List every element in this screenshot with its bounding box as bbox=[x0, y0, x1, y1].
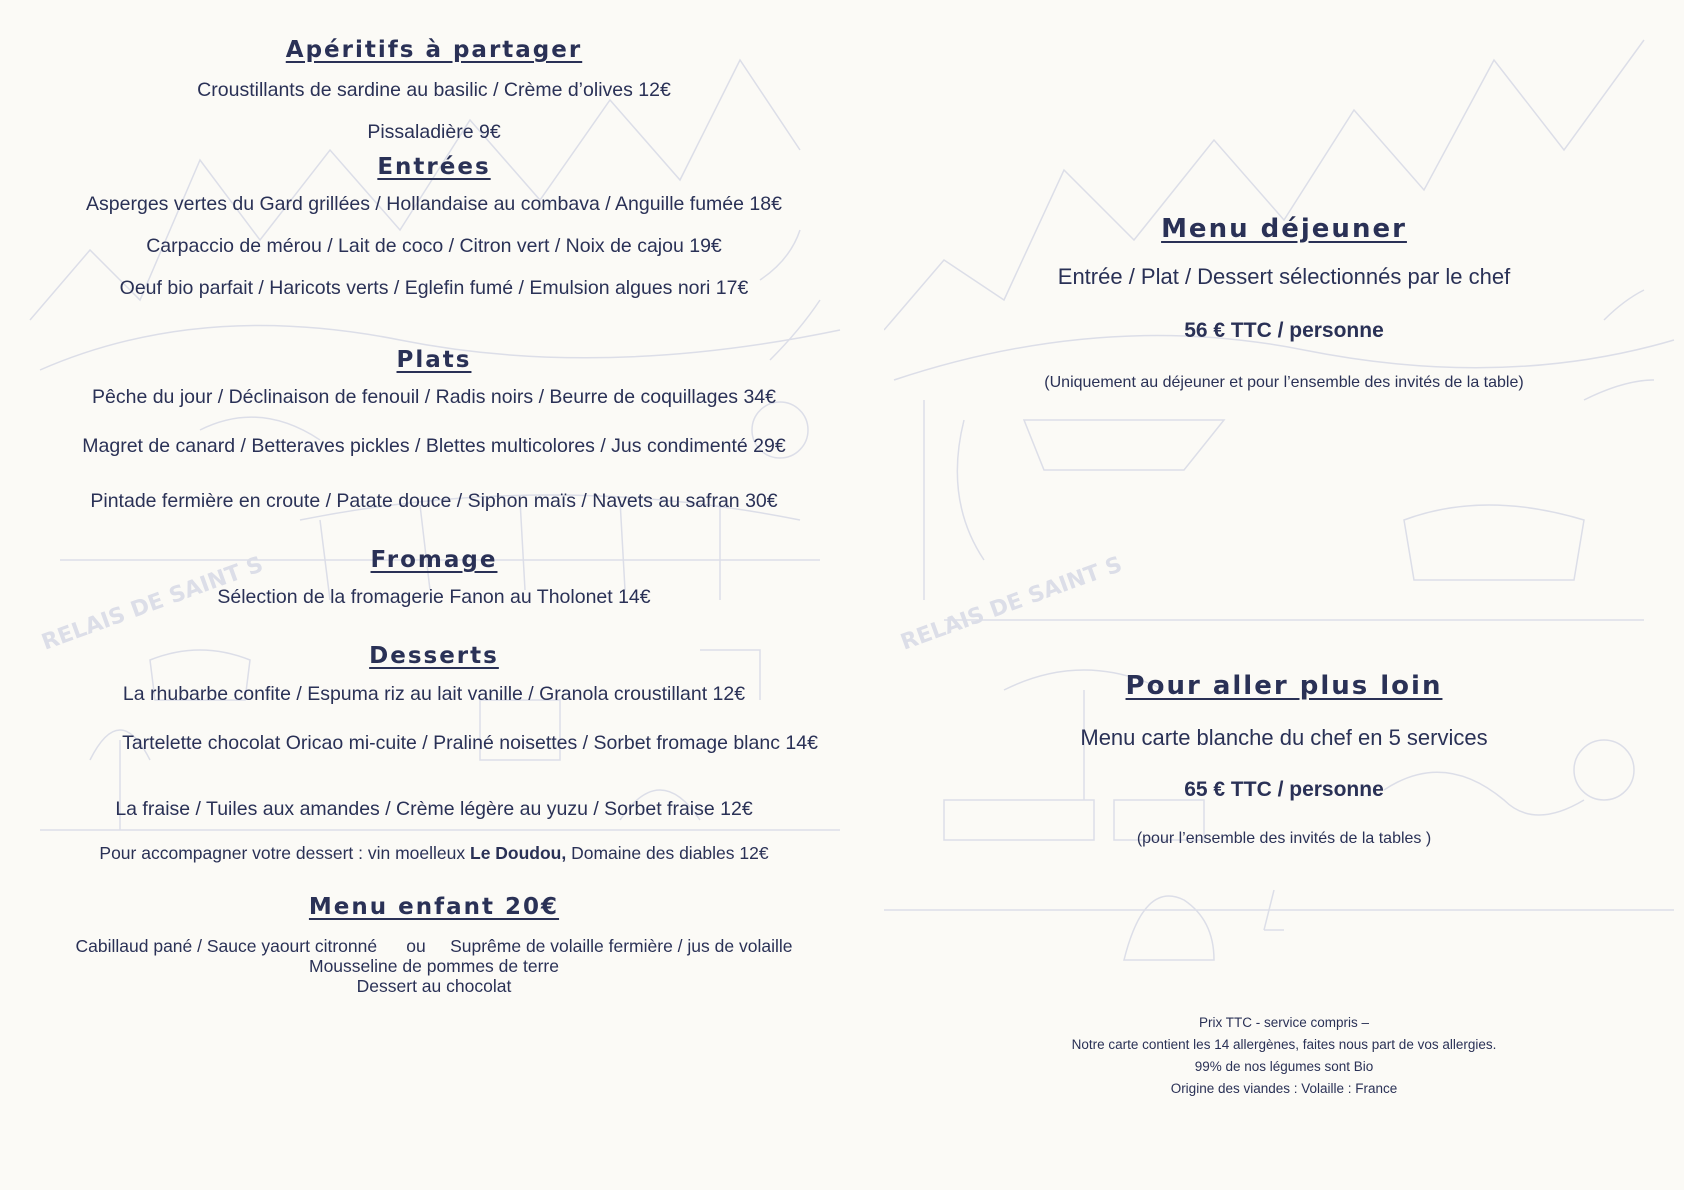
sign-watermark-left: RELAIS DE SAINT S bbox=[38, 552, 267, 656]
sign-watermark-right: RELAIS DE SAINT S bbox=[897, 552, 1126, 656]
plat-item: Pêche du jour / Déclinaison de fenouil / Radis noirs / Beurre de coquillages 34€ bbox=[92, 386, 776, 408]
plat-item: Pintade fermière en croute / Patate douce / Siphon maïs / Navets au safran 30€ bbox=[90, 490, 778, 512]
entree-item: Carpaccio de mérou / Lait de coco / Citron vert / Noix de cajou 19€ bbox=[146, 235, 722, 257]
dessert-item: La rhubarbe confite / Espuma riz au lait vanille / Granola croustillant 12€ bbox=[122, 683, 746, 705]
footer-line: Origine des viandes : Volaille : France bbox=[1170, 1081, 1398, 1096]
menu-dejeuner-note: (Uniquement au déjeuner et pour l’ensemble des invités de la table) bbox=[1044, 374, 1524, 391]
menu-dejeuner-price: 56 € TTC / personne bbox=[1184, 319, 1384, 342]
menu-enfant-option: Suprême de volaille fermière / jus de volaille bbox=[450, 936, 793, 956]
entrees-heading: Entrées bbox=[377, 154, 491, 180]
dessert-item: La fraise / Tuiles aux amandes / Crème légère au yuzu / Sorbet fraise 12€ bbox=[115, 798, 753, 820]
entree-item: Oeuf bio parfait / Haricots verts / Eglefin fumé / Emulsion algues nori 17€ bbox=[119, 277, 749, 299]
menu-enfant-or: ou bbox=[406, 936, 426, 956]
plus-loin-heading: Pour aller plus loin bbox=[1125, 671, 1443, 701]
plats-heading: Plats bbox=[396, 347, 472, 373]
dessert-wine-pairing bbox=[0, 843, 868, 864]
menu-right-page bbox=[884, 0, 1684, 1190]
plus-loin-price: 65 € TTC / personne bbox=[1184, 778, 1384, 801]
menu-dejeuner-heading: Menu déjeuner bbox=[1161, 214, 1407, 244]
desserts-heading: Desserts bbox=[369, 643, 499, 669]
menu-dejeuner-description: Entrée / Plat / Dessert sélectionnés par le chef bbox=[1057, 264, 1511, 289]
plus-loin-description: Menu carte blanche du chef en 5 services bbox=[1080, 725, 1488, 750]
fromage-item: Sélection de la fromagerie Fanon au Tholonet 14€ bbox=[217, 586, 651, 608]
entree-item: Asperges vertes du Gard grillées / Hollandaise au combava / Anguille fumée 18€ bbox=[86, 193, 782, 215]
plat-item: Magret de canard / Betteraves pickles / Blettes multicolores / Jus condimenté 29€ bbox=[82, 435, 786, 457]
dessert-item: Tartelette chocolat Oricao mi-cuite / Praliné noisettes / Sorbet fromage blanc 14€ bbox=[122, 732, 818, 754]
footer-line: Notre carte contient les 14 allergènes, faites nous part de vos allergies. bbox=[1071, 1037, 1497, 1052]
aperitif-item: Croustillants de sardine au basilic / Crème d’olives 12€ bbox=[197, 79, 671, 101]
pairing-text: Domaine des diables 12€ bbox=[566, 843, 769, 863]
footer-line: 99% de nos légumes sont Bio bbox=[1194, 1059, 1374, 1074]
pairing-text: Pour accompagner votre dessert : vin moelleux bbox=[99, 843, 470, 863]
menu-enfant-line bbox=[0, 936, 868, 957]
aperitif-item: Pissaladière 9€ bbox=[367, 121, 501, 143]
menu-enfant-line: Dessert au chocolat bbox=[356, 976, 512, 996]
pairing-wine-name: Le Doudou, bbox=[470, 843, 567, 863]
fromage-heading: Fromage bbox=[370, 547, 498, 573]
aperitifs-heading: Apéritifs à partager bbox=[285, 37, 583, 63]
plus-loin-note: (pour l’ensemble des invités de la tables ) bbox=[1136, 830, 1432, 847]
menu-enfant-line: Mousseline de pommes de terre bbox=[309, 956, 559, 976]
right-menu-content bbox=[884, 0, 1684, 1190]
menu-enfant-option: Cabillaud pané / Sauce yaourt citronné bbox=[75, 936, 378, 956]
menu-enfant-heading: Menu enfant 20€ bbox=[308, 894, 560, 920]
footer-notes bbox=[884, 1012, 1684, 1100]
footer-line: Prix TTC - service compris – bbox=[1198, 1015, 1370, 1030]
